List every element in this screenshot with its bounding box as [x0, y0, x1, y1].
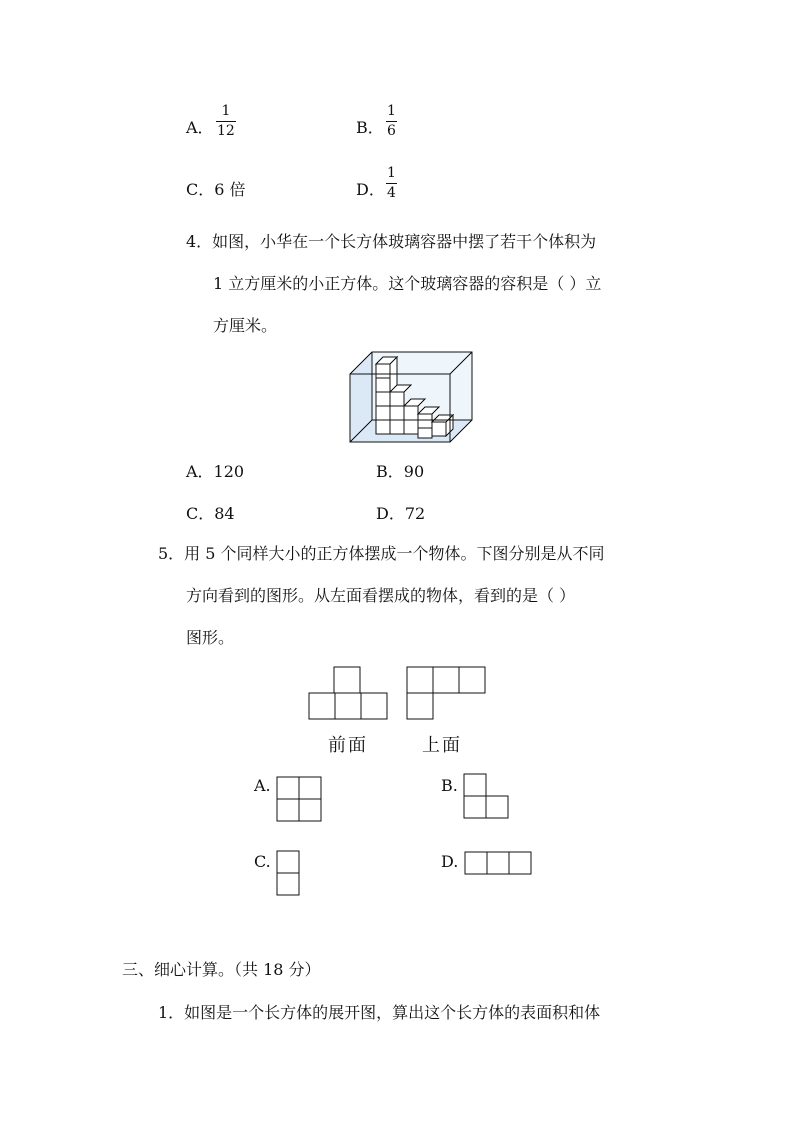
q5-text-line1: 5．用 5 个同样大小的正方体摆成一个物体。下图分别是从不同: [158, 544, 605, 563]
top-view-figure: [406, 666, 486, 720]
q4-text-line1: 4．如图，小华在一个长方体玻璃容器中摆了若干个体积为: [186, 232, 597, 251]
q5-option-c-label: C.: [254, 852, 271, 871]
fraction-denominator: 4: [387, 185, 396, 201]
q3-option-b: [356, 118, 384, 138]
fraction-numerator: 1: [221, 103, 231, 119]
q3-option-b-fraction: [386, 104, 397, 139]
q4-option-d: D．72: [376, 504, 426, 523]
top-view-label: 上面: [422, 735, 462, 756]
q3-option-a-fraction: [216, 104, 236, 139]
q5-text-line3: 图形。: [186, 628, 235, 647]
q5-option-d-figure: [464, 851, 532, 875]
q3-option-c: C．6 倍: [186, 180, 246, 199]
q3-option-a: [186, 118, 214, 138]
q3-option-d: [356, 180, 385, 200]
q4-text-line2: 1 立方厘米的小正方体。这个玻璃容器的容积是（ ）立: [213, 274, 602, 293]
front-view-figure: [308, 666, 388, 720]
q4-option-b: B．90: [376, 462, 425, 481]
q3-option-a-label: A．: [186, 118, 214, 137]
q5-text-line2: 方向看到的图形。从左面看摆成的物体，看到的是（ ）: [186, 586, 576, 605]
q4-option-a: A．120: [186, 462, 245, 481]
section-3-q1-line1: 1．如图是一个长方体的展开图，算出这个长方体的表面积和体: [158, 1003, 601, 1022]
q5-option-d-label: D.: [441, 852, 459, 871]
q5-option-b-label: B.: [441, 776, 458, 795]
fraction-denominator: 12: [217, 123, 235, 139]
fraction-denominator: 6: [387, 123, 396, 139]
q5-option-c-figure: [276, 850, 300, 896]
q5-option-a-label: A.: [254, 776, 271, 795]
q4-option-c: C．84: [186, 504, 235, 523]
q4-text-line3: 方厘米。: [213, 316, 278, 335]
glass-container-figure: [350, 352, 474, 444]
fraction-numerator: 1: [387, 103, 396, 119]
q5-option-a-figure: [276, 776, 322, 822]
q3-option-b-label: B．: [356, 118, 384, 137]
q3-option-d-label: D．: [356, 180, 385, 199]
q3-option-d-fraction: [386, 166, 397, 201]
front-view-label: 前面: [328, 735, 368, 756]
fraction-numerator: 1: [387, 165, 396, 181]
q5-option-b-figure: [463, 773, 509, 819]
section-3-heading: 三、细心计算。（共 18 分）: [122, 960, 321, 979]
